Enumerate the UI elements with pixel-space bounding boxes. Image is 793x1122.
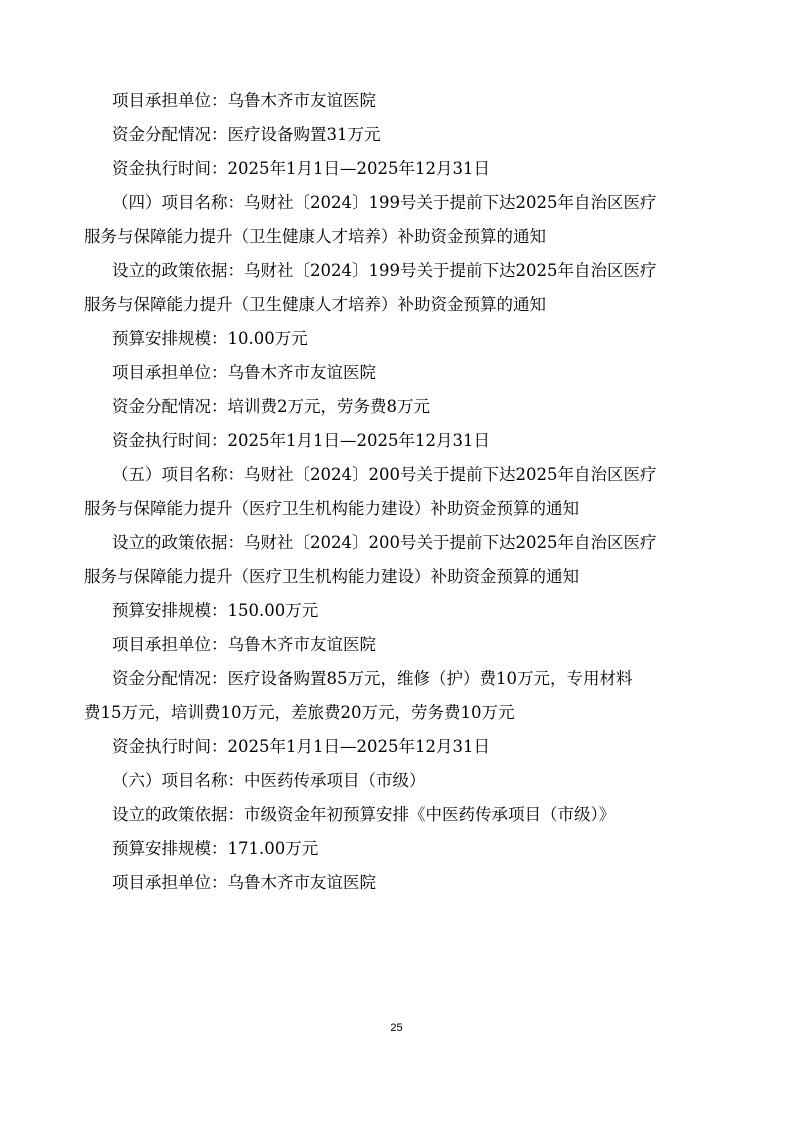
paragraph-line: 设立的政策依据：市级资金年初预算安排《中医药传承项目（市级）》 xyxy=(112,805,616,824)
paragraph-line: 预算安排规模：171.00万元 xyxy=(112,839,319,858)
paragraph-line: 资金分配情况：医疗设备购置85万元，维修（护）费10万元，专用材料 xyxy=(112,669,633,688)
paragraph-line: 设立的政策依据：乌财社〔2024〕200号关于提前下达2025年自治区医疗 xyxy=(112,533,657,552)
paragraph-continuation: 服务与保障能力提升（医疗卫生机构能力建设）补助资金预算的通知 xyxy=(84,499,579,518)
paragraph-line: 资金分配情况：医疗设备购置31万元 xyxy=(112,125,381,144)
paragraph-line: 项目承担单位：乌鲁木齐市友谊医院 xyxy=(112,635,376,654)
document-body xyxy=(84,84,712,900)
section-heading-5: （五）项目名称：乌财社〔2024〕200号关于提前下达2025年自治区医疗 xyxy=(112,465,657,484)
section-heading-4: （四）项目名称：乌财社〔2024〕199号关于提前下达2025年自治区医疗 xyxy=(112,193,657,212)
paragraph-line: 预算安排规模：10.00万元 xyxy=(112,329,308,348)
paragraph-line: 资金执行时间：2025年1月1日—2025年12月31日 xyxy=(112,737,490,756)
paragraph-line: 项目承担单位：乌鲁木齐市友谊医院 xyxy=(112,91,376,110)
paragraph-line: 项目承担单位：乌鲁木齐市友谊医院 xyxy=(112,363,376,382)
paragraph-line: 资金执行时间：2025年1月1日—2025年12月31日 xyxy=(112,159,490,178)
section-heading-6: （六）项目名称：中医药传承项目（市级） xyxy=(112,771,426,790)
paragraph-line: 设立的政策依据：乌财社〔2024〕199号关于提前下达2025年自治区医疗 xyxy=(112,261,657,280)
paragraph-continuation: 费15万元，培训费10万元，差旅费20万元，劳务费10万元 xyxy=(84,703,515,722)
paragraph-line: 资金分配情况：培训费2万元，劳务费8万元 xyxy=(112,397,430,416)
paragraph-line: 项目承担单位：乌鲁木齐市友谊医院 xyxy=(112,873,376,892)
paragraph-line: 预算安排规模：150.00万元 xyxy=(112,601,319,620)
page-number: 25 xyxy=(390,1022,403,1034)
paragraph-continuation: 服务与保障能力提升（卫生健康人才培养）补助资金预算的通知 xyxy=(84,295,546,314)
paragraph-continuation: 服务与保障能力提升（卫生健康人才培养）补助资金预算的通知 xyxy=(84,227,546,246)
paragraph-continuation: 服务与保障能力提升（医疗卫生机构能力建设）补助资金预算的通知 xyxy=(84,567,579,586)
paragraph-line: 资金执行时间：2025年1月1日—2025年12月31日 xyxy=(112,431,490,450)
